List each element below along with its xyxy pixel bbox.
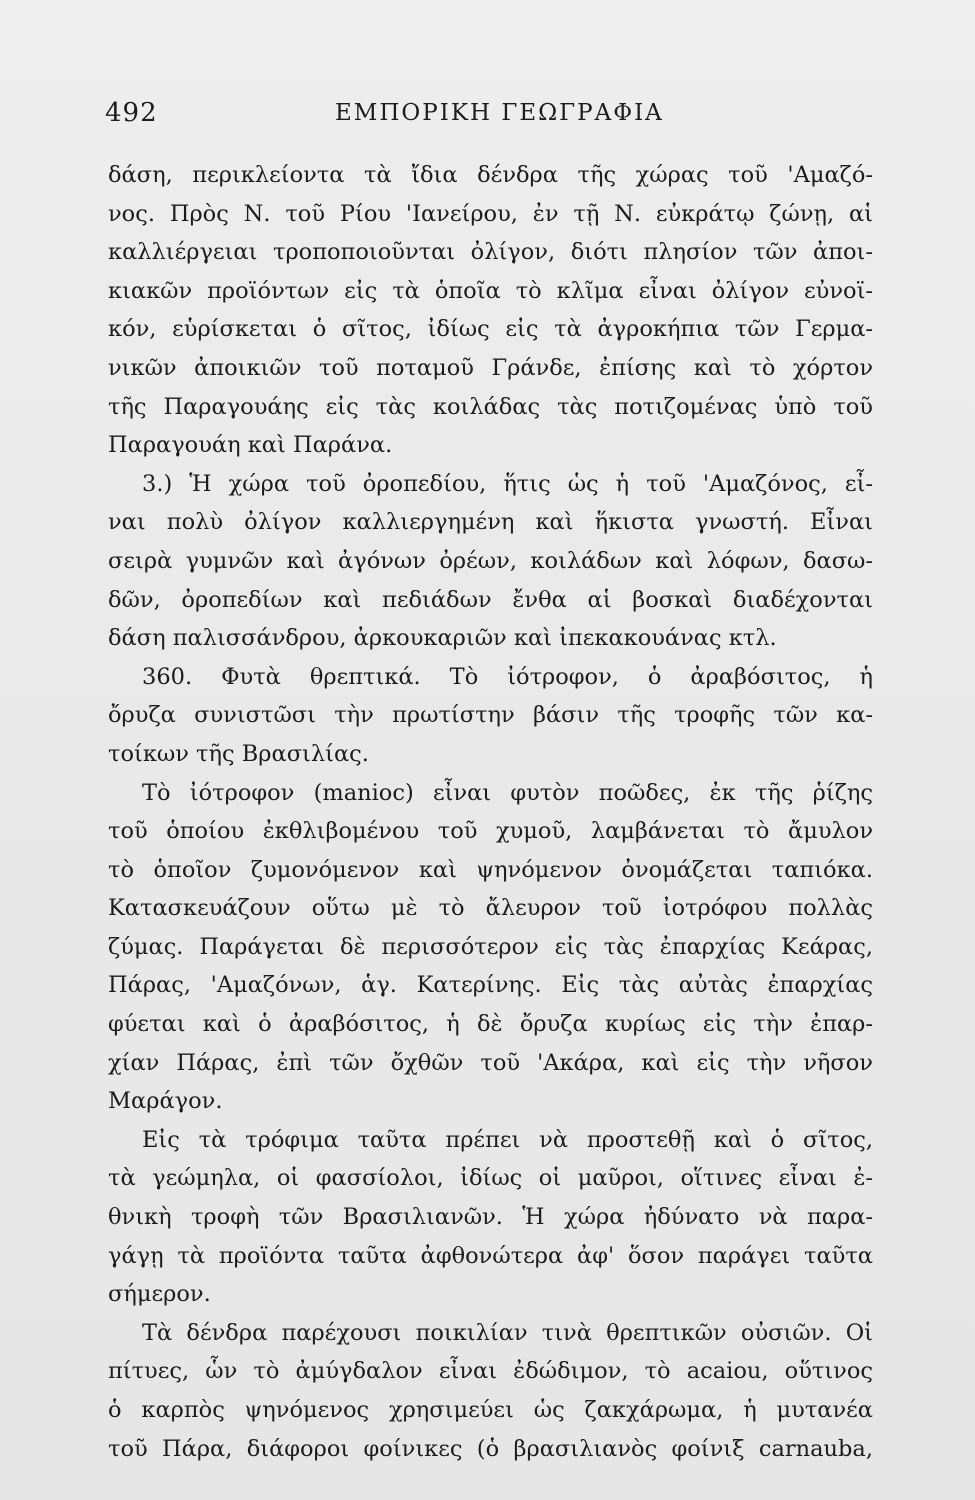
text-line: καλλιέργειαι τροποποιοῦνται ὀλίγον, διότι πλησίον τῶν ἀποι- bbox=[108, 239, 873, 266]
text-line: τοίκων τῆς Βρασιλίας. bbox=[108, 740, 369, 767]
text-line: πίτυες, ὧν τὸ ἀμύγδαλον εἶναι ἐδώδιμον, τὸ acaiou, οὕτινος bbox=[108, 1358, 873, 1385]
text-line: σειρὰ γυμνῶν καὶ ἀγόνων ὀρέων, κοιλάδων καὶ λόφων, δασω- bbox=[108, 547, 873, 574]
text-line: Κατασκευάζουν οὕτω μὲ τὸ ἄλευρον τοῦ ἰοτρόφου πολλὰς bbox=[108, 895, 873, 922]
text-line: κόν, εὑρίσκεται ὁ σῖτος, ἰδίως εἰς τὰ ἀγροκήπια τῶν Γερμα- bbox=[108, 316, 873, 343]
text-line: ὄρυζα συνιστῶσι τὴν πρωτίστην βάσιν τῆς τροφῆς τῶν κα- bbox=[108, 702, 873, 729]
running-title: ΕΜΠΟΡΙΚΗ ΓΕΩΓΡΑΦΙΑ bbox=[335, 100, 664, 126]
text-line: χίαν Πάρας, ἐπὶ τῶν ὄχθῶν τοῦ 'Ακάρα, καὶ εἰς τὴν νῆσον bbox=[108, 1049, 873, 1076]
text-line: Εἰς τὰ τρόφιμα ταῦτα πρέπει νὰ προστεθῇ καὶ ὁ σῖτος, bbox=[142, 1126, 873, 1153]
text-line: ναι πολὺ ὀλίγον καλλιεργημένη καὶ ἥκιστα γνωστή. Εἶναι bbox=[108, 509, 873, 536]
page-header bbox=[105, 98, 873, 138]
text-line: θνικὴ τροφὴ τῶν Βρασιλιανῶν. Ἡ χώρα ἠδύνατο νὰ παρα- bbox=[108, 1204, 873, 1231]
text-line: Τὰ δένδρα παρέχουσι ποικιλίαν τινὰ θρεπτικῶν οὐσιῶν. Οἱ bbox=[142, 1319, 873, 1346]
text-line: Μαράγον. bbox=[108, 1088, 223, 1115]
text-line: 3.) Ἡ χώρα τοῦ ὀροπεδίου, ἥτις ὡς ἡ τοῦ 'Αμαζόνος, εἶ- bbox=[142, 470, 873, 497]
text-line: Παραγουάη καὶ Παράνα. bbox=[108, 432, 393, 459]
section-heading-line: 360. Φυτὰ θρεπτικά. Τὸ ἰότροφον, ὁ ἀραβόσιτος, ἡ bbox=[142, 663, 873, 690]
text-line: νος. Πρὸς Ν. τοῦ Ρίου 'Ιανείρου, ἐν τῇ Ν. εὐκράτῳ ζώνῃ, αἱ bbox=[108, 200, 873, 227]
text-line: τῆς Παραγουάης εἰς τὰς κοιλάδας τὰς ποτιζομένας ὑπὸ τοῦ bbox=[108, 393, 873, 420]
body-text bbox=[108, 156, 873, 1468]
text-line: φύεται καὶ ὁ ἀραβόσιτος, ἡ δὲ ὄρυζα κυρίως εἰς τὴν ἐπαρ- bbox=[108, 1011, 873, 1038]
text-line: σήμερον. bbox=[108, 1281, 211, 1308]
text-line: Τὸ ἰότροφον (manioc) εἶναι φυτὸν ποῶδες, ἐκ τῆς ῥίζης bbox=[142, 779, 873, 806]
text-line: τὰ γεώμηλα, οἱ φασσίολοι, ἰδίως οἱ μαῦροι, οἵτινες εἶναι ἐ- bbox=[108, 1165, 873, 1192]
text-line: τὸ ὁποῖον ζυμονόμενον καὶ ψηνόμενον ὀνομάζεται ταπιόκα. bbox=[108, 856, 873, 883]
text-line: ὁ καρπὸς ψηνόμενος χρησιμεύει ὡς ζακχάρωμα, ἡ μυτανέα bbox=[108, 1397, 873, 1423]
text-line: γάγῃ τὰ προϊόντα ταῦτα ἀφθονώτερα ἀφ' ὅσον παράγει ταῦτα bbox=[108, 1242, 873, 1269]
text-line: νικῶν ἀποικιῶν τοῦ ποταμοῦ Γράνδε, ἐπίσης καὶ τὸ χόρτον bbox=[108, 354, 873, 381]
text-line: δάση παλισσάνδρου, ἀρκουκαριῶν καὶ ἰπεκακουάνας κτλ. bbox=[108, 625, 777, 652]
text-line: δάση, περικλείοντα τὰ ἴδια δένδρα τῆς χώρας τοῦ 'Αμαζό- bbox=[108, 162, 873, 188]
text-line: τοῦ Πάρα, διάφοροι φοίνικες (ὁ βρασιλιανὸς φοίνιξ carnauba, bbox=[108, 1435, 873, 1462]
page-number: 492 bbox=[105, 98, 158, 128]
text-line: ζύμας. Παράγεται δὲ περισσότερον εἰς τὰς ἐπαρχίας Κεάρας, bbox=[108, 933, 873, 960]
text-line: τοῦ ὁποίου ἐκθλιβομένου τοῦ χυμοῦ, λαμβάνεται τὸ ἄμυλον bbox=[108, 818, 873, 845]
text-line: κιακῶν προϊόντων εἰς τὰ ὁποῖα τὸ κλῖμα εἶναι ὀλίγον εὐνοϊ- bbox=[108, 277, 873, 304]
text-line: δῶν, ὀροπεδίων καὶ πεδιάδων ἔνθα αἱ βοσκαὶ διαδέχονται bbox=[108, 586, 873, 613]
text-line: Πάρας, 'Αμαζόνων, ἁγ. Κατερίνης. Εἰς τὰς αὐτὰς ἐπαρχίας bbox=[108, 972, 873, 999]
